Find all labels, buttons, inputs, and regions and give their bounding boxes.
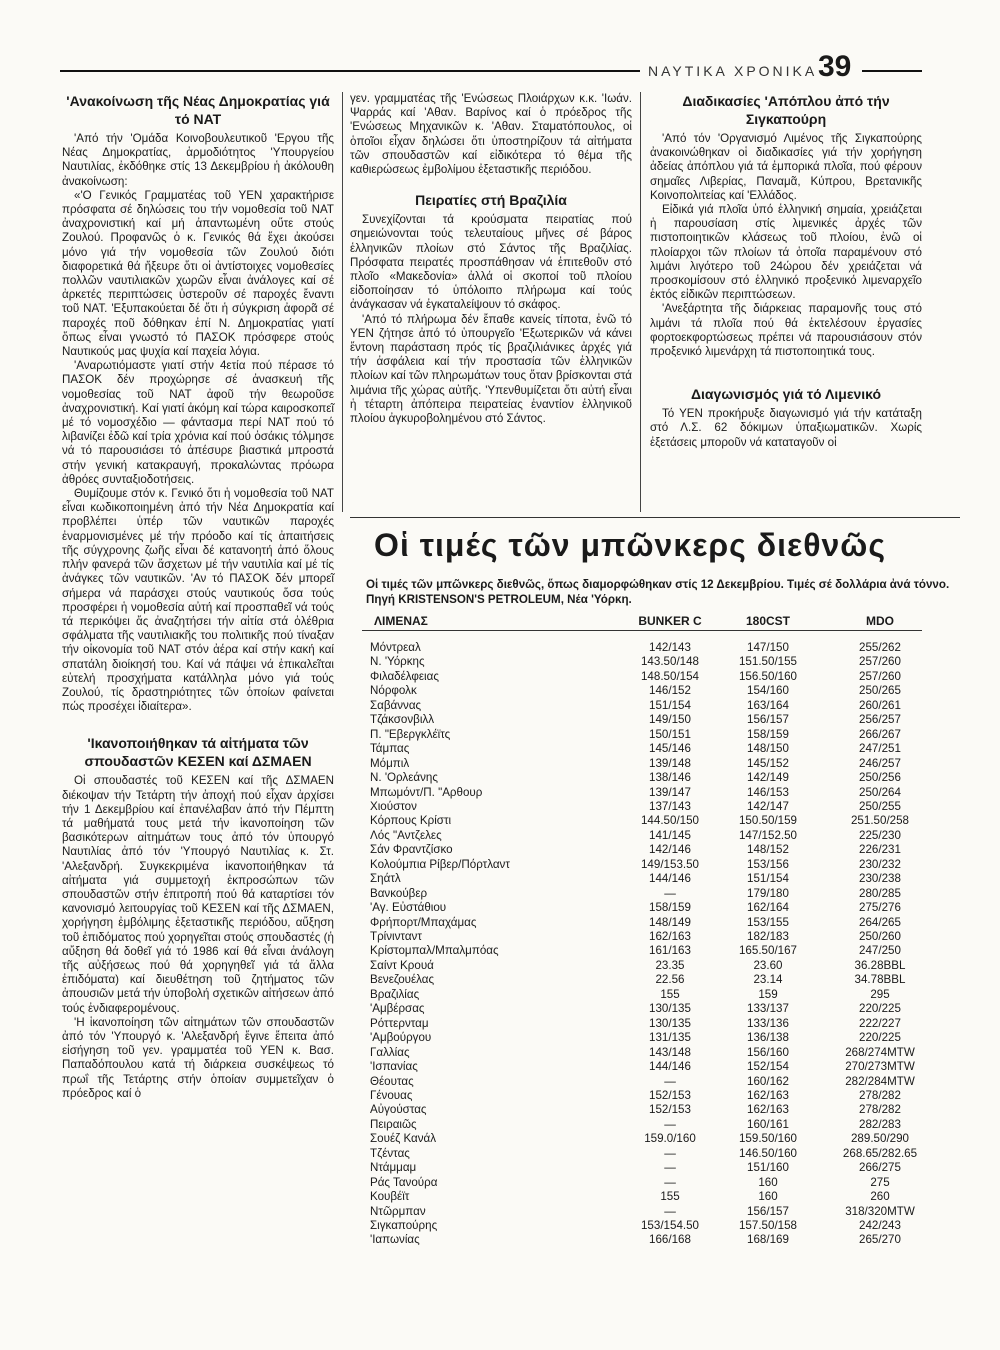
column-middle (350, 92, 632, 426)
bunker-c-price: 141/145 (649, 828, 691, 842)
mdo-price: 268/274MTW (845, 1045, 915, 1059)
cst180-price: 165.50/167 (738, 944, 798, 958)
bunker-c-price: 149/150 (649, 713, 691, 727)
bunker-c-price: 142/146 (649, 843, 691, 857)
column-divider (640, 92, 641, 512)
mdo-price: 257/260 (859, 655, 901, 669)
cst180-price: 133/136 (747, 1016, 789, 1030)
port-name: Φρήπορτ/Μπαχάμας (370, 915, 477, 929)
cst180-price: 160/162 (747, 1074, 789, 1088)
cst180-price: 152/154 (747, 1060, 789, 1074)
cst180-price: 159.50/160 (738, 1132, 798, 1146)
column-right (650, 92, 922, 450)
port-name: Βραζιλίας (370, 987, 420, 1001)
table-row (370, 1176, 930, 1191)
article-singapore-title: Διαδικασίες 'Απόπλου ἀπό τήν Σιγκαπούρη (682, 93, 890, 127)
port-name: Κρίστομπαλ/Μπαλμπόας (370, 944, 499, 958)
paragraph: «'Ο Γενικός Γραμματέας τοῦ ΥΕΝ χαρακτήρισε πρόσφατα σέ δηλώσεις του τήν νομοθεσία τοῦ ΝΑΤ ἀναχρονιστική καί μή ἀπαντωμένη οὔτε στούς Ζουλού. Προφανῶς ὁ κ. Γενικός θά ἔχει ἀκούσει μόνο γιά τήν νομοθεσία τῶν Ζουλού διότι διαφορετικά θά ἤξευρε ὅτι οἱ ἀντίστοιχες νομοθεσίες πολλῶν ναυτιλιακῶν χωρῶν εἶναι ἀνάλογες καί σέ ἀρκετές περιπτώσεις ὑστεροῦν σέ παροχές ἔναντι τοῦ ΝΑΤ. 'Εξυπακούεται δέ ὅτι ἡ σύγκριση ἀφορᾶ σέ παροχές ποῦ δόθηκαν ἐπί Ν. Δημοκρατίας γιατί ὅπως εἶναι γνωστό τό ΠΑΣΟΚ πρόσφερε στούς Ναυτικούς μας ψυχία καί παχεία λόγια. (62, 188, 334, 359)
port-name: Βανκούβερ (370, 886, 428, 900)
table-row (370, 843, 930, 858)
port-name: Ν. 'Υόρκης (370, 655, 425, 669)
cst180-price: 142/147 (747, 799, 789, 813)
mdo-price: 282/284MTW (845, 1074, 915, 1088)
paragraph: Θυμίζουμε στόν κ. Γενικό ὅτι ἡ νομοθεσία τοῦ ΝΑΤ εἶναι κωδικοποιημένη ἀπό τήν Νέα Δημοκρατία καί προβλέπει ὑπέρ τῶν ναυτικῶν παροχές ἐναρμονισμένες μέ τήν πρόοδο καί τίς ἀπαιτήσεις τῆς σύγχρονης ζωῆς εἶναι δέ κατανοητή ἀπό ὅλους πλήν φανερά τῶν ἄσχετων μέ τήν ναυτιλία καί μέ τίς ἀνάγκες τῶν ναυτικῶν. 'Αν τό ΠΑΣΟΚ δέν μπορεῖ σήμερα νά παράσχει στούς ναυτικούς ὅσα τούς προσφέρει ἡ νομοθεσία αὐτή καί προσπαθεῖ νά τούς τά περικόψει ἄς ἀναζητήσει τήν αἰτία στά ὀλέθρια σφάλματα τῆς ναυτιλιακῆς του πολιτικῆς πού τίναξαν τήν οἰκονομία τοῦ ΝΑΤ στόν ἀέρα καί στήν κακή καί σπατάλη διοίκησή του. Καί νά πάψει νά ἐπικαλεῖται εὐτελή προσχήματα κατάλληλα μόνο γιά τούς Ζουλού, τίς δραστηριότητες τῶν ὁποίων φαίνεται πώς προσέχει ἰδιαίτερα». (62, 487, 334, 714)
bunker-c-price: — (664, 1146, 676, 1160)
article-nd-title: 'Ανακοίνωση τῆς Νέας Δημοκρατίας γιά τό ΝΑΤ (66, 93, 330, 127)
mdo-price: 247/250 (859, 944, 901, 958)
mdo-price: 318/320MTW (845, 1204, 915, 1218)
bunker-c-price: 159.0/160 (644, 1132, 696, 1146)
cst180-price: 148/150 (747, 742, 789, 756)
cst180-price: 147/150 (747, 641, 789, 654)
table-row (370, 916, 930, 931)
port-name: Βενεζουέλας (370, 973, 435, 987)
port-name: Χιούστον (370, 799, 417, 813)
table-row (370, 1205, 930, 1220)
cst180-price: 147/152.50 (738, 828, 798, 842)
bunker-prices-intro: Οἱ τιμές τῶν μπῶνκερς διεθνῶς, ὅπως διαμορφώθηκαν στίς 12 Δεκεμβρίου. Τιμές σέ δολλάρια ἀνά τόννο. Πηγή KRISTENSON'S PETROLEUM, Νέα 'Υόρκη. (366, 578, 950, 606)
section-rule (350, 517, 960, 518)
bunker-c-price: 152/153 (649, 1103, 691, 1117)
table-row (370, 1233, 930, 1248)
table-row (370, 757, 930, 772)
mdo-price: 230/232 (859, 857, 901, 871)
table-row (370, 930, 930, 945)
port-name: Αὐγούστας (370, 1103, 427, 1117)
bunker-c-price: 130/135 (649, 1016, 691, 1030)
cst180-price: 162/163 (747, 1088, 789, 1102)
table-row (370, 1046, 930, 1061)
bunker-c-price: — (664, 886, 676, 900)
bunker-c-price: 143.50/148 (640, 655, 700, 669)
bunker-c-price: 23.35 (655, 958, 685, 972)
mdo-price: 282/283 (859, 1117, 901, 1131)
mdo-price: 251.50/258 (850, 814, 910, 828)
table-row (370, 988, 930, 1003)
bunker-c-price: — (664, 1204, 676, 1218)
mdo-price: 270/273MTW (845, 1060, 915, 1074)
paragraph: Οἱ σπουδαστές τοῦ ΚΕΣΕΝ καί τῆς ΔΣΜΑΕΝ διέκοψαν τήν Τετάρτη τήν ἀποχή πού εἶχαν ἀρχίσει τήν 1 Δεκεμβρίου καί ἐπανέλαβαν ἀπό τήν Πέμπτη τά μαθήματά τους μετά τήν ἱκανοποίηση τῶν βασικότερων αἰτημάτων τους ἀπό τόν ὑπουργό Ναυτιλίας ἀπό τόν 'Υπουργό Ναυτιλίας κ. Στ. 'Αλεξανδρή. Συγκεκριμένα ἱκανοποιήθηκαν τά αἰτήματα γιά συμμετοχή ἐκπροσώπων τῶν σπουδαστῶν στήν ἐπιτροπή πού θά καταρτίσει τόν κανονισμό λειτουργίας τοῦ ΚΕΣΕΝ καί τῆς ΔΣΜΑΕΝ, χορήγηση ἐμβόλιμης ἐξεταστικῆς περιόδου, αὔξηση τοῦ ἐπιδόματος πού χορηγεῖται στούς σπουδαστές (ἡ αὔξηση θά δοθεῖ γιά τό 1986 καί θά εἶναι ἀνάλογη τῆς αὐξήσεως πού θά χορηγηθεῖ γιά τά ἄλλα ἐπιδόματα) καί διευθέτηση τοῦ ζητήματος τῶν ἀπουσιῶν μετά τήν ὑποβολή σχετικῶν αἰτήσεων ἀπό τούς ἐνδιαφερομένους. (62, 774, 334, 1015)
mdo-price: 278/282 (859, 1103, 901, 1117)
cst180-price: 148/152 (747, 843, 789, 857)
bunker-c-price: 130/135 (649, 1002, 691, 1016)
mdo-price: 289.50/290 (850, 1132, 910, 1146)
port-name: Γαλλίας (370, 1045, 410, 1059)
cst180-price: 179/180 (747, 886, 789, 900)
bunker-c-price: 139/148 (649, 756, 691, 770)
mdo-price: 226/231 (859, 843, 901, 857)
column-left (62, 92, 334, 1101)
port-name: Λός "Αντζελες (370, 828, 442, 842)
table-row (370, 959, 930, 974)
port-name: Ντῶρμπαν (370, 1204, 426, 1218)
cst180-price: 145/152 (747, 756, 789, 770)
bunker-c-price: 146/152 (649, 684, 691, 698)
column-divider (342, 92, 343, 512)
port-name: Πειραιῶς (370, 1117, 417, 1131)
cst180-price: 153/155 (747, 915, 789, 929)
cst180-price: 158/159 (747, 727, 789, 741)
table-row (370, 872, 930, 887)
cst180-price: 23.60 (753, 958, 783, 972)
paragraph: 'Ανεξάρτητα τῆς διάρκειας παραμονῆς τους στό λιμάνι τά πλοῖα πού θά ἐκτελέσουν ἐργασίες φορτοεκφορτώσεως πρέπει νά παρουσιάσουν στόν προξενικό λιμενάρχη τά πιστοποιητικά τους. (650, 302, 922, 359)
mdo-price: 264/265 (859, 915, 901, 929)
mdo-price: 268.65/282.65 (842, 1146, 918, 1160)
table-row (370, 728, 930, 743)
table-row (370, 670, 930, 685)
table-row (370, 1219, 930, 1234)
paragraph: Εἰδικά γιά πλοῖα ὑπό ἑλληνική σημαία, χρειάζεται ἡ παρουσίαση στίς λιμενικές ἀρχές τῶν πιστοποιητικῶν κλάσεως τοῦ πλοίου, ἐνῶ οἱ πλοίαρχοι τῶν πλοίων τά ὁποῖα παραμένουν στό λιμάνι λιγότερο τοῦ 24ώρου δέν χρειάζεται νά προσκομίσουν στό ἑλληνικό προξενικό λιμεναρχεῖο ἐκτός εἰδικῶν περιπτώσεων. (650, 203, 922, 302)
cst180-price: 160/161 (747, 1117, 789, 1131)
bunker-c-price: 144/146 (649, 1060, 691, 1074)
mdo-price: 256/257 (859, 713, 901, 727)
mdo-price: 246/257 (859, 756, 901, 770)
bunker-c-price: 155 (660, 1190, 680, 1204)
mdo-price: 265/270 (859, 1233, 901, 1247)
mdo-price: 275/276 (859, 901, 901, 915)
table-row (370, 1075, 930, 1090)
cst180-price: 150.50/159 (738, 814, 798, 828)
port-name: Μπωμόντ/Π. "Αρθουρ (370, 785, 483, 799)
table-row (370, 1132, 930, 1147)
table-row (370, 1103, 930, 1118)
port-name: Μόντρεαλ (370, 641, 421, 654)
mdo-price: 260/261 (859, 698, 901, 712)
bunker-c-price: 158/159 (649, 901, 691, 915)
cst180-price: 156/160 (747, 1045, 789, 1059)
table-row (370, 1161, 930, 1176)
bunker-c-price: 144/146 (649, 872, 691, 886)
mdo-price: 230/238 (859, 872, 901, 886)
port-name: Κολούμπια Ρίβερ/Πόρτλαντ (370, 857, 510, 871)
port-name: Σαβάννας (370, 698, 422, 712)
port-name: 'Ιαπωνίας (370, 1233, 420, 1247)
table-row (370, 1017, 930, 1032)
port-name: Τζέντας (370, 1146, 410, 1160)
mdo-price: 278/282 (859, 1088, 901, 1102)
port-name: Κόρπους Κρίστι (370, 814, 452, 828)
table-row (370, 684, 930, 699)
bunker-c-price: — (664, 1161, 676, 1175)
cst180-price: 156/157 (747, 713, 789, 727)
bunker-prices-title: Οἱ τιμές τῶν μπῶνκερς διεθνῶς (374, 527, 886, 563)
port-name: 'Αμβέρσας (370, 1002, 425, 1016)
paragraph: Τό ΥΕΝ προκήρυξε διαγωνισμό γιά τήν κατάταξη στό Λ.Σ. 62 δόκιμων ὑπαξιωματικῶν. Χωρίς ἐξετάσεις μποροῦν νά καταταγοῦν οἱ (650, 407, 922, 449)
mdo-price: 242/243 (859, 1219, 901, 1232)
table-row (370, 800, 930, 815)
article-coastguard-title: Διαγωνισμός γιά τό Λιμενικό (690, 386, 882, 403)
mdo-price: 280/285 (859, 886, 901, 900)
port-name: Ράς Τανούρα (370, 1175, 438, 1189)
port-name: Σιγκαπούρης (370, 1219, 438, 1232)
port-name: Τάμπας (370, 742, 410, 756)
cst180-price: 156/157 (747, 1204, 789, 1218)
cst180-price: 156.50/160 (738, 669, 798, 683)
bunker-c-price: 148.50/154 (640, 669, 700, 683)
port-name: Ρόττερνταμ (370, 1016, 429, 1030)
bunker-c-price: 143/148 (649, 1045, 691, 1059)
bunker-c-price: 138/146 (649, 771, 691, 785)
col-header-port: ΛΙΜΕΝΑΣ (374, 614, 428, 628)
table-row (370, 944, 930, 959)
article-piracy-title: Πειρατίες στή Βραζιλία (415, 192, 567, 209)
cst180-price: 160 (758, 1190, 778, 1204)
bunker-c-price: 153/154.50 (640, 1219, 700, 1232)
cst180-price: 133/137 (747, 1002, 789, 1016)
port-name: 'Ισπανίας (370, 1060, 418, 1074)
port-name: Ν. 'Ορλεάνης (370, 771, 438, 785)
port-name: Ντάμμαμ (370, 1161, 417, 1175)
bunker-c-price: 148/149 (649, 915, 691, 929)
bunker-c-price: 139/147 (649, 785, 691, 799)
cst180-price: 142/149 (747, 771, 789, 785)
table-row (370, 742, 930, 757)
mdo-price: 220/225 (859, 1002, 901, 1016)
page-number: 39 (818, 50, 852, 83)
bunker-c-price: 142/143 (649, 641, 691, 654)
mdo-price: 250/264 (859, 785, 901, 799)
port-name: Κουβέϊτ (370, 1190, 410, 1204)
mdo-price: 250/265 (859, 684, 901, 698)
table-row (370, 858, 930, 873)
mdo-price: 222/227 (859, 1016, 901, 1030)
port-name: Μόμπιλ (370, 756, 410, 770)
bunker-c-price: 152/153 (649, 1088, 691, 1102)
cst180-price: 162/163 (747, 1103, 789, 1117)
table-row (370, 1089, 930, 1104)
cst180-price: 23.14 (753, 973, 783, 987)
paragraph: Συνεχίζονται τά κρούσματα πειρατίας πού σημειώνονται τούς τελευταίους μῆνες σέ βάρος ἑλληνικῶν πλοίων στό Σάντος τῆς Βραζιλίας. Πρόσφατα πειρατές προσπάθησαν νά ἐπιτεθοῦν στό πλοῖο «Μακεδονία» ἀλλά οἱ σκοποί τοῦ πλοίου εἰδοποίησαν τό ὑπόλοιπο πλήρωμα καί τούς ἀνάγκασαν νά ἐγκαταλείψουν τό σκάφος. (350, 213, 632, 312)
mdo-price: 275 (870, 1175, 890, 1189)
cst180-price: 163/164 (747, 698, 789, 712)
cst180-price: 162/164 (747, 901, 789, 915)
header-rule-left (60, 70, 640, 72)
col-header-mdo: MDO (866, 614, 894, 628)
port-name: 'Αμβούργου (370, 1031, 432, 1045)
bunker-c-price: 137/143 (649, 799, 691, 813)
table-row (370, 887, 930, 902)
cst180-price: 146/153 (747, 785, 789, 799)
port-name: Σηάτλ (370, 872, 401, 886)
mdo-price: 260 (870, 1190, 890, 1204)
port-name: Φιλαδέλφειας (370, 669, 439, 683)
table-row (370, 829, 930, 844)
mdo-price: 250/255 (859, 799, 901, 813)
paragraph: 'Από τήν 'Ομάδα Κοινοβουλευτικοῦ 'Εργου τῆς Νέας Δημοκρατίας, ἁρμοδιότητος 'Υπουργείου Ναυτιλίας, ἐκδόθηκε στίς 13 Δεκεμβρίου ἡ ἀκόλουθη ἀνακοίνωση: (62, 132, 334, 188)
bunker-c-price: 131/135 (649, 1031, 691, 1045)
mdo-price: 225/230 (859, 828, 901, 842)
cst180-price: 151/160 (747, 1161, 789, 1175)
port-name: Σουέζ Κανάλ (370, 1132, 437, 1146)
port-name: Τζάκσονβιλλ (370, 713, 435, 727)
table-row (370, 1190, 930, 1205)
cst180-price: 168/169 (747, 1233, 789, 1247)
col-header-180cst: 180CST (745, 614, 791, 628)
table-row (370, 1118, 930, 1133)
mdo-price: 247/251 (859, 742, 901, 756)
bunker-c-price: — (664, 1117, 676, 1131)
cst180-price: 151.50/155 (738, 655, 798, 669)
mdo-price: 36.28BBL (854, 958, 906, 972)
cst180-price: 154/160 (747, 684, 789, 698)
port-name: Π. "Εβεργκλέϊτς (370, 727, 451, 741)
table-row (370, 786, 930, 801)
bunker-c-price: 162/163 (649, 930, 691, 943)
header-rule-right (862, 70, 922, 72)
table-row (370, 814, 930, 829)
bunker-c-price: 145/146 (649, 742, 691, 756)
bunker-c-price: 166/168 (649, 1233, 691, 1247)
table-row (370, 1147, 930, 1162)
table-row (370, 699, 930, 714)
paragraph: 'Αναρωτιόμαστε γιατί στήν 4ετία πού πέρασε τό ΠΑΣΟΚ δέν προχώρησε σέ ἀνασκευή τῆς νομοθεσίας τοῦ ΝΑΤ ἀφοῦ τήν θεωροῦσε ἀναχρονιστική. Καί γιατί ἀκόμη καί τώρα καιροσκοπεῖ μέ τό νομοσχέδιο — φάντασμα περί ΝΑΤ πού τό λιβανίζει ἐδῶ καί τρία χρόνια καί πού ὁσάκις τόλμησε νά τό παρουσιάσει τό ἀπέσυρε βιαστικά μπροστά στήν γενική κατακραυγή, προκαλώντας πρόωρα ἀθρόες συνταξιοδοτήσεις. (62, 359, 334, 486)
table-row (370, 1031, 930, 1046)
table-row (370, 641, 930, 656)
mdo-price: 266/275 (859, 1161, 901, 1175)
cst180-price: 157.50/158 (738, 1219, 798, 1232)
bunker-c-price: 149/153.50 (640, 857, 700, 871)
paragraph: 'Από τό πλήρωμα δέν ἔπαθε κανείς τίποτα, ἐνῶ τό ΥΕΝ ζήτησε ἀπό τό ὑπουργεῖο 'Εξωτερικῶν νά κάνει ἔντονη παράσταση πρός τίς βραζιλιάνικες ἀρχές γιά τήν ἀσφάλεια καί τήν προστασία τῶν ἑλληνικῶν πλοίων καί τῶν πληρωμάτων τους ὅταν βρίσκονται στά λιμάνια τῆς χώρας αὐτῆς. 'Υπενθυμίζεται ὅτι αὐτή εἶναι ἡ τέταρτη ἀπόπειρα πειρατείας ἐναντίον ἑλληνικοῦ πλοίου ἀγκυροβολημένου στό Σάντος. (350, 312, 632, 426)
cst180-price: 136/138 (747, 1031, 789, 1045)
table-row (370, 1002, 930, 1017)
mdo-price: 295 (870, 987, 890, 1001)
table-row (370, 713, 930, 728)
port-name: Νόρφολκ (370, 684, 417, 698)
table-header-rule (362, 630, 922, 631)
cst180-price: 159 (758, 987, 778, 1001)
cst180-price: 160 (758, 1175, 778, 1189)
mdo-price: 220/225 (859, 1031, 901, 1045)
bunker-c-price: 155 (660, 987, 680, 1001)
article-students-title: 'Ικανοποιήθηκαν τά αἰτήματα τῶν σπουδαστῶν ΚΕΣΕΝ καί ΔΣΜΑΕΝ (84, 735, 312, 770)
bunker-c-price: — (664, 1175, 676, 1189)
table-row (370, 1060, 930, 1075)
mdo-price: 34.78BBL (854, 973, 906, 987)
cst180-price: 182/183 (747, 930, 789, 943)
paragraph: 'Από τόν 'Οργανισμό Λιμένος τῆς Σιγκαπούρης ἀνακοινώθηκαν οἱ διαδικασίες γιά τήν χορήγηση ἀδείας ἀπόπλου γιά τά ἐμπορικά πλοῖα, πού φέρουν σημαῖες Λιβερίας, Παναμᾶ, Κύπρου, Βρετανικῆς Κοινοπολιτείας καί 'Ελλάδος. (650, 132, 922, 202)
bunker-c-price: — (664, 1074, 676, 1088)
bunker-c-price: 161/163 (649, 944, 691, 958)
bunker-c-price: 144.50/150 (640, 814, 700, 828)
mdo-price: 257/260 (859, 669, 901, 683)
port-name: Τρίνινταντ (370, 930, 422, 943)
table-row (370, 771, 930, 786)
mdo-price: 255/262 (859, 641, 901, 654)
col-header-bunker-c: BUNKER C (638, 614, 702, 628)
port-name: 'Αγ. Εὐστάθιου (370, 901, 447, 915)
paragraph: γεν. γραμματέας τῆς 'Ενώσεως Πλοιάρχων κ.κ. 'Ιωάν. Ψαρράς καί 'Αθαν. Βαρίνος καί ὁ πρόεδρος τῆς 'Ενώσεως Μηχανικῶν κ. 'Αθαν. Σταματόπουλος, οἱ ὁποῖοι εἶχαν δηλώσει ὅτι ὑποστηρίζουν τά αἰτήματα τῶν σπουδαστῶν καί εἰδικότερα τό θέμα τῆς καθιερώσεως ἐμβολίμου ἐξεταστικῆς περιόδου. (350, 92, 632, 177)
table-row (370, 655, 930, 670)
publication-name: ΝΑΥΤΙΚΑ ΧΡΟΝΙΚΑ (648, 63, 818, 79)
cst180-price: 146.50/160 (738, 1146, 798, 1160)
table-row (370, 901, 930, 916)
cst180-price: 153/156 (747, 857, 789, 871)
mdo-price: 266/267 (859, 727, 901, 741)
table-row (370, 973, 930, 988)
bunker-c-price: 150/151 (649, 727, 691, 741)
port-name: Γένουας (370, 1088, 413, 1102)
port-name: Θέουτας (370, 1074, 414, 1088)
mdo-price: 250/260 (859, 930, 901, 943)
bunker-c-price: 22.56 (655, 973, 685, 987)
port-name: Σαίντ Κρουά (370, 958, 434, 972)
bunker-c-price: 151/154 (649, 698, 691, 712)
port-name: Σάν Φραντζίσκο (370, 843, 453, 857)
mdo-price: 250/256 (859, 771, 901, 785)
cst180-price: 151/154 (747, 872, 789, 886)
paragraph: 'Η ἱκανοποίηση τῶν αἰτημάτων τῶν σπουδαστῶν ἀπό τόν 'Υπουργό κ. 'Αλεξανδρή ἔγινε ἔπειτα ἀπό εἰσήγηση τοῦ γεν. γραμματέα τοῦ ΥΕΝ κ. Βασ. Παπαδόπουλου κατά τή διάρκεια συσκέψεως τό πρωΐ τῆς Τετάρτης στήν ὁποίαν συμμετεῖχαν ὁ πρόεδρος καί ὁ (62, 1015, 334, 1100)
